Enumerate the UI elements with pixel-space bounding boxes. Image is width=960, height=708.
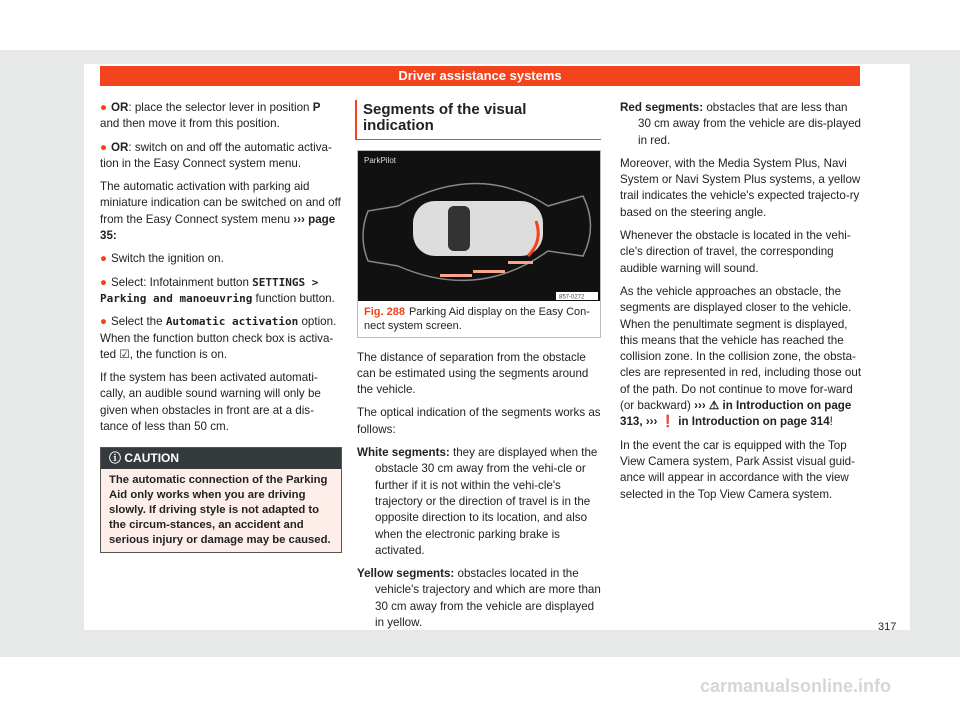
warning-reference-link[interactable]: ››› ⚠ in Introduction on page 313, (620, 399, 852, 429)
paragraph: The distance of separation from the obstacle can be estimated using the segments around the vehicle. (357, 350, 589, 397)
section-heading: Segments of the visual indication (355, 100, 601, 140)
warning-circle-icon: ⓘ (109, 451, 122, 466)
step: ● Select the Automatic activation option. When the function button check box is activa-ted ☑, the function is on. (100, 315, 337, 361)
figure-caption: Fig. 288 Parking Aid display on the Easy Con-nect system screen. (364, 305, 590, 332)
paragraph: Whenever the obstacle is located in the vehi-cle's direction of travel, the corresponding audible warning will sound. (620, 229, 851, 275)
parkpilot-screen-image (358, 151, 600, 301)
bullet-or-1: ● OR: place the selector lever in position P and then move it from this position. (100, 101, 321, 131)
column-2 (357, 100, 601, 638)
bullet-or-2: ● OR: switch on and off the automatic activa-tion in the Easy Connect system menu. (100, 140, 332, 170)
note-reference-link[interactable]: ››› ❗ in Introduction on page 314 (645, 415, 830, 429)
column-1 (100, 100, 342, 553)
screen-title: ParkPilot (364, 155, 397, 165)
red-segments: Red segments: obstacles that are less than 30 cm away from the vehicle are dis-played in red. (620, 101, 861, 147)
caution-title: CAUTION (124, 451, 180, 466)
step: ● Select: Infotainment button SETTINGS > Parking and manoeuvring function button. (100, 275, 335, 305)
page-reference-link[interactable]: ››› page 35: (100, 212, 336, 243)
column-3 (620, 100, 862, 510)
paragraph: In the event the car is equipped with the Top View Camera system, Park Assist visual guid-ance will appear in accordance with the view selected in the Top View Camera system. (620, 438, 855, 501)
figure (357, 150, 601, 338)
watermark: carmanualsonline.info (700, 676, 892, 696)
svg-text:857-0272: 857-0272 (559, 294, 585, 301)
paragraph: Moreover, with the Media System Plus, Navi System or Navi System Plus systems, a yellow trail indicates the vehicle's expected trajecto-ry based on the steering angle. (620, 156, 861, 219)
caution-box (100, 447, 342, 552)
step: ● Switch the ignition on. (100, 252, 224, 266)
caution-text: The automatic connection of the Parking Aid only works when you are driving slowly. If driving style is not adapted to the circum-stances, an accident and serious injury or damage may be caused. (101, 469, 341, 552)
paragraph: The optical indication of the segments works as follows: (357, 406, 601, 436)
paragraph: As the vehicle approaches an obstacle, the segments are displayed closer to the vehicle. When the penultimate segment is displayed, this means that the vehicle has reached the collision zone. In the collision zone, the obsta-cles are represented in red, including those out of the path. Do not continue to move for-ward (or backward) ››› ⚠ in Introduction on page 313, ››› ❗ in Introduction on page 314! (620, 284, 862, 429)
page-number: 317 (878, 621, 897, 633)
section-header: Driver assistance systems (100, 66, 860, 86)
white-segments: White segments: they are displayed when the obstacle 30 cm away from the vehi-cle or further if it is not within the vehi-cle's trajectory or the direction of travel is in the opposite direction to its location, and also when the electronic parking brake is activated. (357, 446, 598, 557)
yellow-segments: Yellow segments: obstacles located in the vehicle's trajectory and which are more than 30 cm away from the vehicle are displayed in yellow. (357, 567, 601, 630)
paragraph: The automatic activation with parking aid miniature indication can be switched on and off from the Easy Connect system menu ››› page 35: (100, 180, 341, 243)
paragraph: If the system has been activated automati-cally, an audible sound warning will only be given when obstacles in front are at a dis-tance of less than 50 cm. (100, 371, 321, 434)
